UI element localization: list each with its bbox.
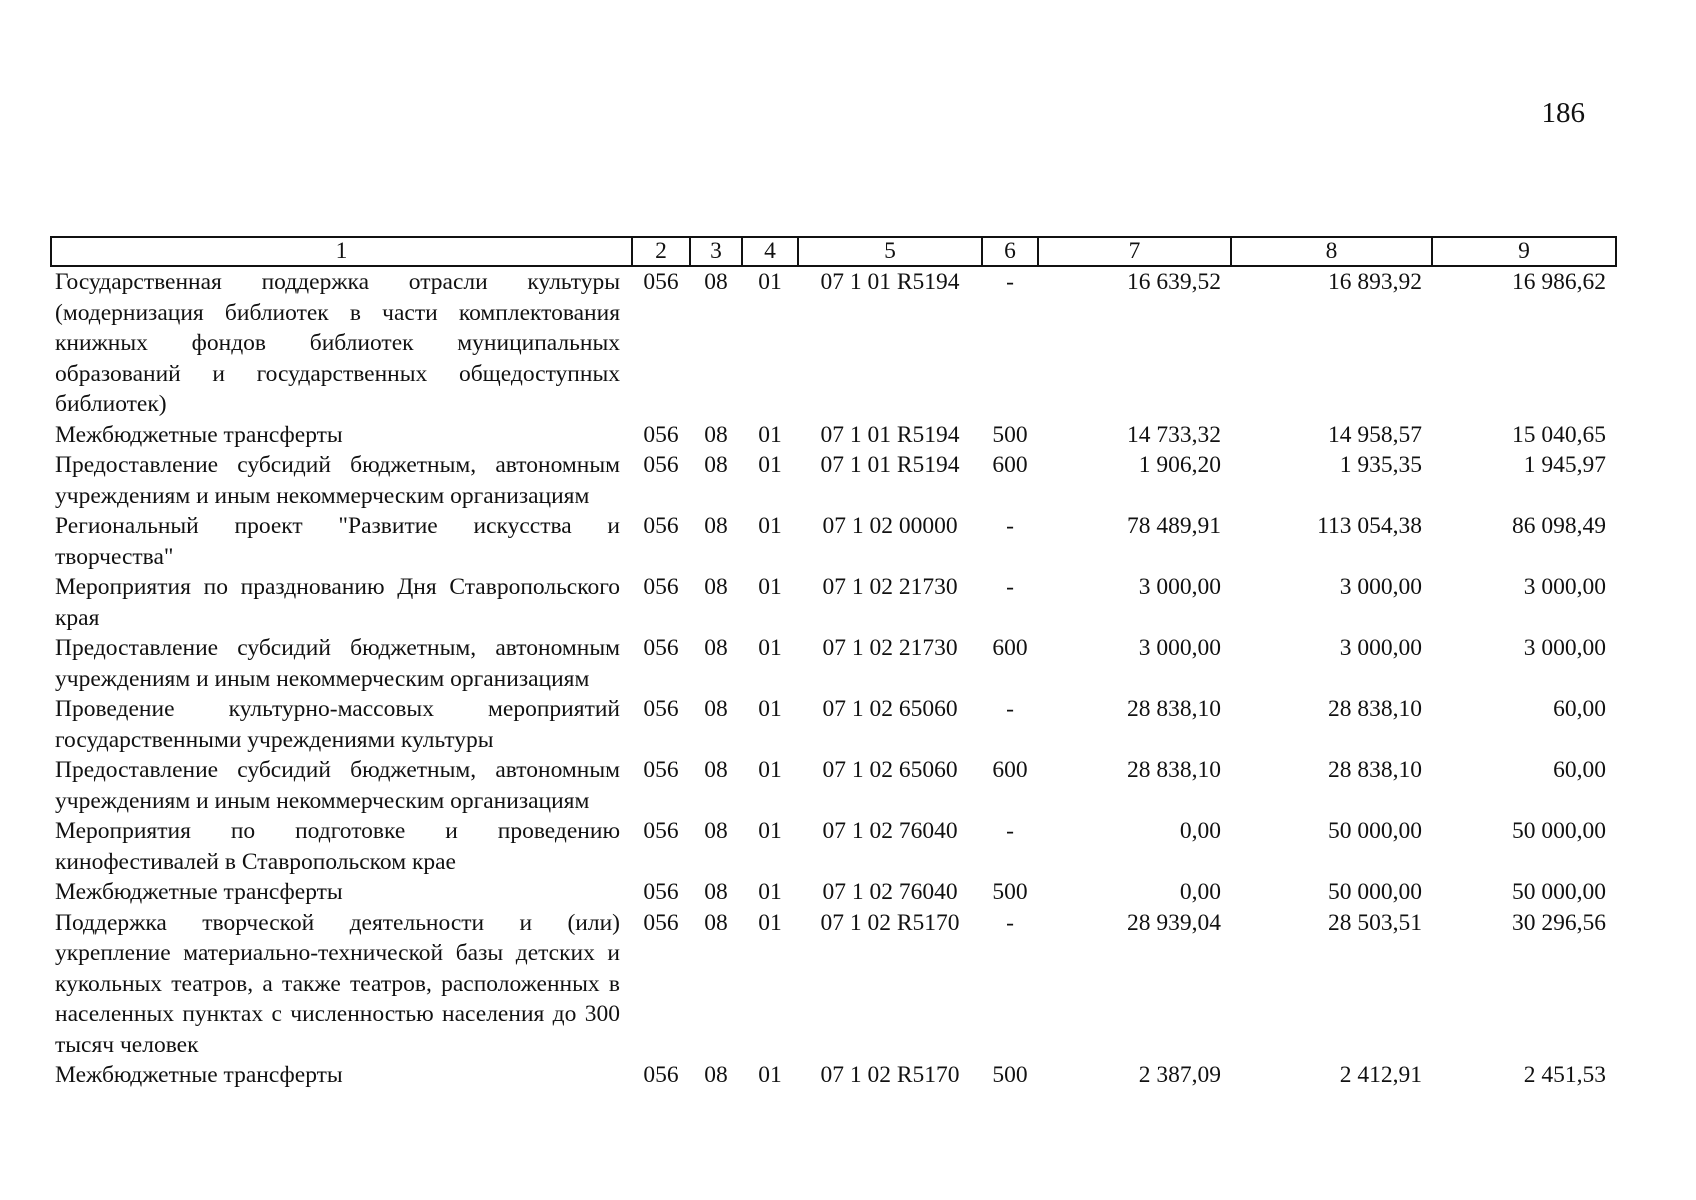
table-row [51,511,1616,572]
column-number-header: 4 [742,237,798,266]
section-code: 08 [704,757,728,783]
amount-col-9: 2 451,53 [1523,1062,1606,1088]
target-article-code: 07 1 02 65060 [822,757,958,783]
amount-col-7: 2 387,09 [1138,1062,1221,1088]
amount-col-7: 0,00 [1179,818,1221,844]
item-name: Региональный проект "Развитие искусства и творчества" [55,513,620,570]
section-code: 08 [704,452,728,478]
section-code: 08 [704,269,728,295]
section-code: 08 [704,574,728,600]
amount-col-9: 1 945,97 [1523,452,1606,478]
section-code: 08 [704,421,728,448]
target-article-code: 07 1 02 R5170 [820,1062,960,1088]
column-number-header: 8 [1231,237,1432,266]
target-article-code: 07 1 01 R5194 [820,421,960,448]
subsection-code: 01 [758,513,782,539]
item-name: Мероприятия по подготовке и проведению кинофестивалей в Ставропольском крае [55,818,620,875]
admin-code: 056 [643,909,679,936]
column-number-header: 5 [798,237,982,266]
subsection-code: 01 [758,635,782,661]
expense-type-code: 500 [992,879,1028,905]
amount-col-7: 28 838,10 [1127,757,1221,783]
column-number-header: 6 [982,237,1038,266]
table-row [51,908,1616,1061]
amount-col-8: 50 000,00 [1328,818,1422,844]
amount-col-8: 3 000,00 [1339,574,1422,600]
table-row [51,877,1616,908]
section-code: 08 [704,818,728,844]
amount-col-8: 28 838,10 [1328,757,1422,783]
section-code: 08 [704,513,728,539]
section-code: 08 [704,635,728,661]
amount-col-7: 0,00 [1179,879,1221,905]
expense-type-code: 600 [992,452,1028,478]
amount-col-9: 16 986,62 [1512,269,1606,295]
table-row [51,572,1616,633]
target-article-code: 07 1 01 R5194 [820,269,960,295]
amount-col-7: 28 939,04 [1127,909,1221,936]
column-number-header: 3 [690,237,742,266]
target-article-code: 07 1 02 21730 [822,574,958,600]
admin-code: 056 [643,879,679,905]
admin-code: 056 [643,421,679,448]
page-number: 186 [1541,97,1585,129]
amount-col-7: 1 906,20 [1138,452,1221,478]
section-code: 08 [704,696,728,722]
target-article-code: 07 1 02 76040 [822,879,958,905]
amount-col-7: 3 000,00 [1138,635,1221,661]
column-number-header: 9 [1432,237,1616,266]
budget-table [50,236,1617,1091]
table-row [51,694,1616,755]
amount-col-8: 50 000,00 [1328,879,1422,905]
column-number-header: 1 [51,237,632,266]
table-row [51,266,1616,420]
admin-code: 056 [643,452,679,478]
table-row [51,755,1616,816]
subsection-code: 01 [758,269,782,295]
item-name: Предоставление субсидий бюджетным, автономным учреждениям и иным некоммерческим организациям [55,635,620,692]
amount-col-8: 16 893,92 [1328,269,1422,295]
item-name: Проведение культурно-массовых мероприятий государственными учреждениями культуры [55,696,620,753]
column-number-row [51,237,1616,266]
amount-col-7: 78 489,91 [1127,513,1221,539]
expense-type-code: - [1006,269,1014,295]
expense-type-code: 500 [992,1062,1028,1088]
admin-code: 056 [643,696,679,722]
amount-col-8: 1 935,35 [1339,452,1422,478]
amount-col-9: 30 296,56 [1512,909,1606,936]
item-name: Межбюджетные трансферты [55,1062,343,1088]
expense-type-code: - [1006,818,1014,844]
table-body [51,266,1616,1091]
subsection-code: 01 [758,574,782,600]
table-row [51,1060,1616,1091]
admin-code: 056 [643,269,679,295]
admin-code: 056 [643,757,679,783]
target-article-code: 07 1 02 76040 [822,818,958,844]
amount-col-8: 28 838,10 [1328,696,1422,722]
amount-col-7: 14 733,32 [1127,421,1221,448]
target-article-code: 07 1 01 R5194 [820,452,960,478]
admin-code: 056 [643,818,679,844]
table-row [51,816,1616,877]
subsection-code: 01 [758,757,782,783]
expense-type-code: 500 [992,421,1028,448]
admin-code: 056 [643,574,679,600]
amount-col-8: 3 000,00 [1339,635,1422,661]
amount-col-9: 60,00 [1553,696,1606,722]
section-code: 08 [704,909,728,936]
amount-col-7: 28 838,10 [1127,696,1221,722]
section-code: 08 [704,879,728,905]
admin-code: 056 [643,513,679,539]
subsection-code: 01 [758,452,782,478]
column-number-header: 2 [632,237,690,266]
admin-code: 056 [643,1062,679,1088]
amount-col-8: 28 503,51 [1328,909,1422,936]
amount-col-9: 3 000,00 [1523,574,1606,600]
item-name: Предоставление субсидий бюджетным, автономным учреждениям и иным некоммерческим организациям [55,757,620,814]
amount-col-7: 16 639,52 [1127,269,1221,295]
target-article-code: 07 1 02 21730 [822,635,958,661]
amount-col-9: 86 098,49 [1512,513,1606,539]
table-row [51,633,1616,694]
target-article-code: 07 1 02 00000 [822,513,958,539]
amount-col-9: 50 000,00 [1512,879,1606,905]
expense-type-code: - [1006,696,1014,722]
column-number-header: 7 [1038,237,1231,266]
table-row [51,420,1616,451]
subsection-code: 01 [758,696,782,722]
amount-col-9: 3 000,00 [1523,635,1606,661]
expense-type-code: - [1006,909,1014,936]
item-name: Мероприятия по празднованию Дня Ставропольского края [55,574,620,631]
table-row [51,450,1616,511]
expense-type-code: 600 [992,757,1028,783]
admin-code: 056 [643,635,679,661]
amount-col-8: 2 412,91 [1339,1062,1422,1088]
subsection-code: 01 [758,818,782,844]
subsection-code: 01 [758,421,782,448]
amount-col-7: 3 000,00 [1138,574,1221,600]
item-name: Межбюджетные трансферты [55,421,343,448]
item-name: Государственная поддержка отрасли культуры (модернизация библиотек в части комплектования книжных фондов библиотек муниципальных образований и государственных общедоступных библиотек) [55,269,620,417]
expense-type-code: 600 [992,635,1028,661]
amount-col-9: 60,00 [1553,757,1606,783]
expense-type-code: - [1006,574,1014,600]
item-name: Межбюджетные трансферты [55,879,343,905]
expense-type-code: - [1006,513,1014,539]
subsection-code: 01 [758,909,782,936]
item-name: Предоставление субсидий бюджетным, автономным учреждениям и иным некоммерческим организациям [55,452,620,509]
subsection-code: 01 [758,879,782,905]
amount-col-8: 113 054,38 [1317,513,1422,539]
subsection-code: 01 [758,1062,782,1088]
section-code: 08 [704,1062,728,1088]
item-name: Поддержка творческой деятельности и (или) укрепление материально-технической базы детских и кукольных театров, а также театров, расположенных в населенных пунктах с численностью населения до 300 тысяч человек [55,909,620,1058]
amount-col-8: 14 958,57 [1328,421,1422,448]
target-article-code: 07 1 02 65060 [822,696,958,722]
target-article-code: 07 1 02 R5170 [820,909,960,936]
amount-col-9: 15 040,65 [1512,421,1606,448]
amount-col-9: 50 000,00 [1512,818,1606,844]
